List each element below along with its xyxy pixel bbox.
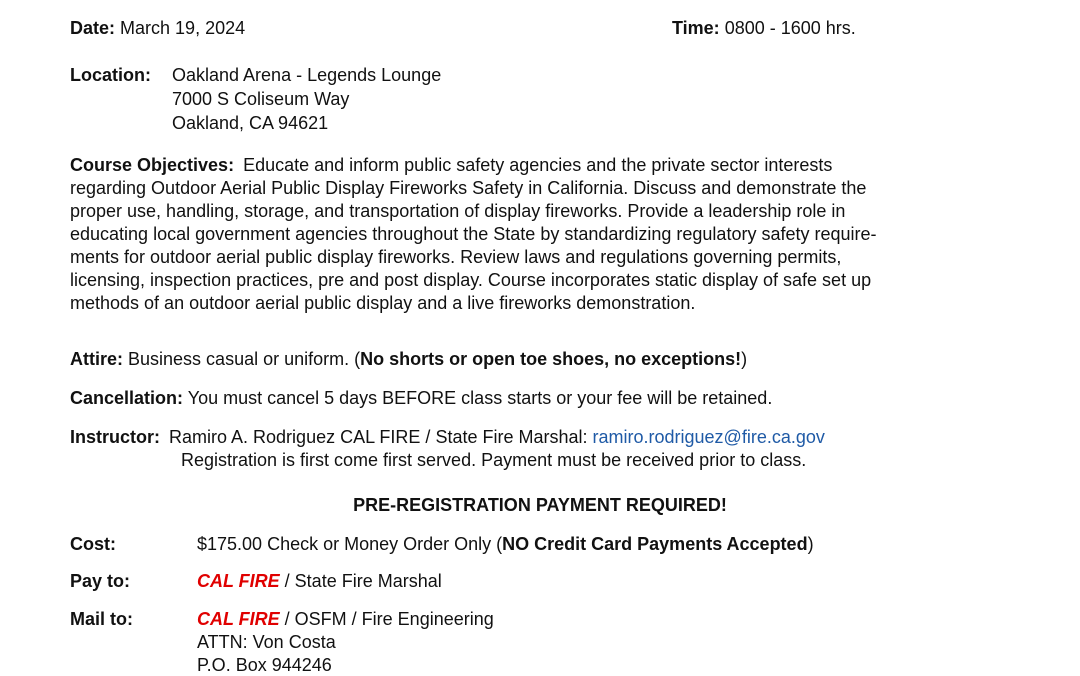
time-label: Time: bbox=[672, 18, 720, 38]
payto-brand: CAL FIRE bbox=[197, 571, 280, 591]
cost-close: ) bbox=[807, 534, 814, 554]
objectives-line-6: licensing, inspection practices, pre and post display. Course incorporates static display of safe set up bbox=[70, 270, 872, 290]
attire-close: ) bbox=[741, 349, 748, 369]
mailto-rest: / OSFM / Fire Engineering bbox=[279, 609, 494, 629]
payto-label: Pay to: bbox=[70, 571, 131, 591]
cancellation-label: Cancellation: bbox=[70, 388, 184, 408]
attire-label: Attire: bbox=[70, 349, 123, 369]
cost-text: $175.00 Check or Money Order Only ( bbox=[197, 534, 503, 554]
objectives-line-7: methods of an outdoor aerial public display and a live fireworks demonstration. bbox=[70, 293, 696, 313]
instructor-name: Ramiro A. Rodriguez CAL FIRE / State Fire Marshal: bbox=[169, 427, 588, 447]
mailto-brand: CAL FIRE bbox=[197, 609, 280, 629]
payto-row bbox=[197, 570, 442, 592]
instructor-label: Instructor: bbox=[70, 427, 160, 447]
location-line-2: 7000 S Coliseum Way bbox=[172, 89, 350, 109]
location-line-1: Oakland Arena - Legends Lounge bbox=[172, 65, 442, 85]
attire-row bbox=[70, 348, 747, 370]
objectives-line-4: educating local government agencies throughout the State by standardizing regulatory safety require- bbox=[70, 224, 877, 244]
objectives-label: Course Objectives: bbox=[70, 155, 235, 175]
location-line-3: Oakland, CA 94621 bbox=[172, 113, 329, 133]
clipped-header-line bbox=[330, 0, 770, 5]
payto-rest: / State Fire Marshal bbox=[279, 571, 442, 591]
attire-bold: No shorts or open toe shoes, no exceptions! bbox=[360, 349, 742, 369]
objectives-first-line bbox=[70, 154, 832, 176]
location-label-text: Location: bbox=[70, 65, 151, 85]
time-value: 0800 - 1600 hrs. bbox=[724, 18, 856, 38]
cost-bold: NO Credit Card Payments Accepted bbox=[502, 534, 808, 554]
time-row bbox=[672, 17, 856, 39]
instructor-note: Registration is first come first served. Payment must be received prior to class. bbox=[181, 450, 807, 470]
instructor-row bbox=[70, 426, 825, 448]
objectives-line-3: proper use, handling, storage, and transportation of display fireworks. Provide a leadership role in bbox=[70, 201, 846, 221]
mailto-line-1: ATTN: Von Costa bbox=[197, 632, 336, 652]
prereg-heading: PRE-REGISTRATION PAYMENT REQUIRED! bbox=[353, 495, 727, 515]
location-label bbox=[70, 64, 151, 86]
cost-label: Cost: bbox=[70, 534, 116, 554]
objectives-line-1: Educate and inform public safety agencies and the private sector interests bbox=[243, 155, 833, 175]
objectives-line-5: ments for outdoor aerial public display fireworks. Review laws and regulations governing permits, bbox=[70, 247, 842, 267]
cancellation-text: You must cancel 5 days BEFORE class starts or your fee will be retained. bbox=[187, 388, 773, 408]
mailto-label: Mail to: bbox=[70, 609, 133, 629]
mailto-line-2: P.O. Box 944246 bbox=[197, 655, 332, 675]
cost-row bbox=[197, 533, 814, 555]
date-value: March 19, 2024 bbox=[120, 18, 246, 38]
cancellation-row bbox=[70, 387, 772, 409]
attire-text: Business casual or uniform. ( bbox=[128, 349, 361, 369]
objectives-line-2: regarding Outdoor Aerial Public Display Fireworks Safety in California. Discuss and demonstrate the bbox=[70, 178, 867, 198]
instructor-email-link[interactable]: ramiro.rodriguez@fire.ca.gov bbox=[592, 427, 825, 447]
date-label: Date: bbox=[70, 18, 116, 38]
date-row bbox=[70, 17, 245, 39]
mailto-row bbox=[197, 608, 494, 630]
